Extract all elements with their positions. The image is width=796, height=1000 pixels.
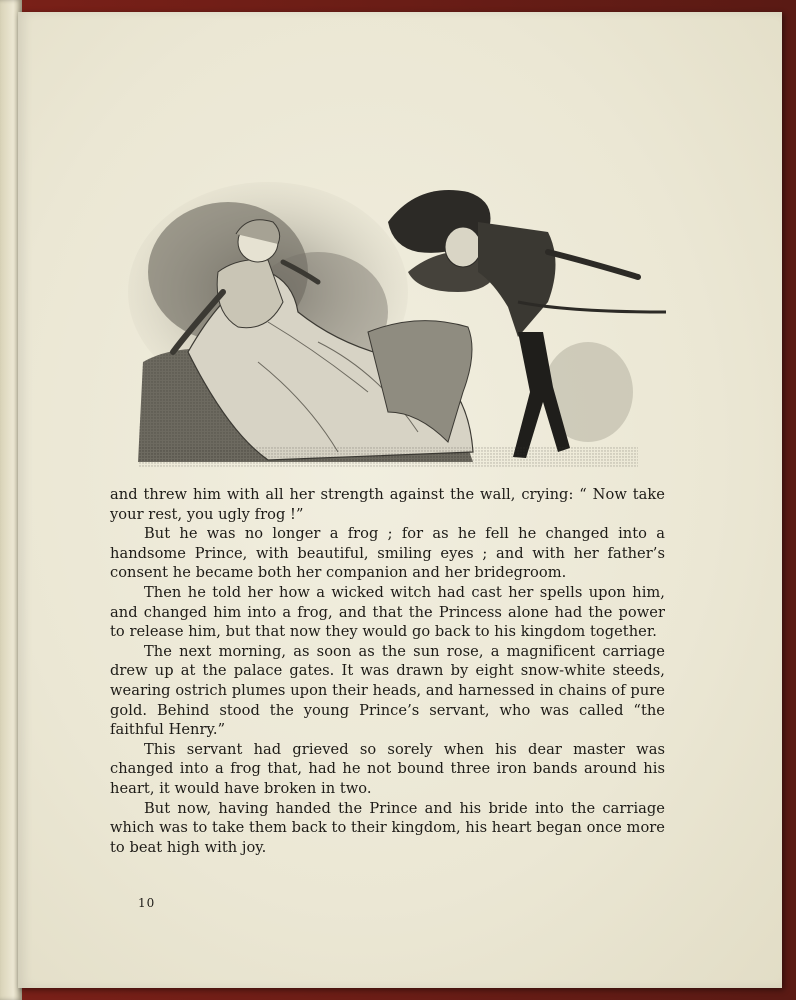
- paragraph-5: This servant had grieved so sorely when his dear master was changed into a frog that, had he not bound three iron bands around his heart, it would have broken in two.: [110, 740, 665, 797]
- paragraph-1: and threw him with all her strength against the wall, crying: “ Now take your rest, you ugly frog !”: [110, 486, 665, 523]
- story-text: [110, 485, 665, 857]
- page-number: 10: [138, 896, 156, 910]
- paragraph-2: But he was no longer a frog ; for as he fell he changed into a handsome Prince, with beautiful, smiling eyes ; and with her father’s consent he became both her companion and her bridegroom.: [110, 525, 665, 582]
- paragraph-4: The next morning, as soon as the sun rose, a magnificent carriage drew up at the palace gates. It was drawn by eight snow-white steeds, wearing ostrich plumes upon their heads, and harnessed in chains of pure gold. Behind stood the young Prince’s servant, who was called “the faithful Henry.”: [110, 642, 665, 739]
- book-page: [18, 12, 782, 988]
- paragraph-3: Then he told her how a wicked witch had cast her spells upon him, and changed him into a frog, and that the Princess alone had the power to release him, but that now they would go back to his kingdom together.: [110, 583, 665, 641]
- paragraph-6: But now, having handed the Prince and his bride into the carriage which was to take them back to their kingdom, his heart began once more to beat high with joy.: [110, 799, 665, 856]
- princess-and-prince-illustration: [118, 162, 678, 482]
